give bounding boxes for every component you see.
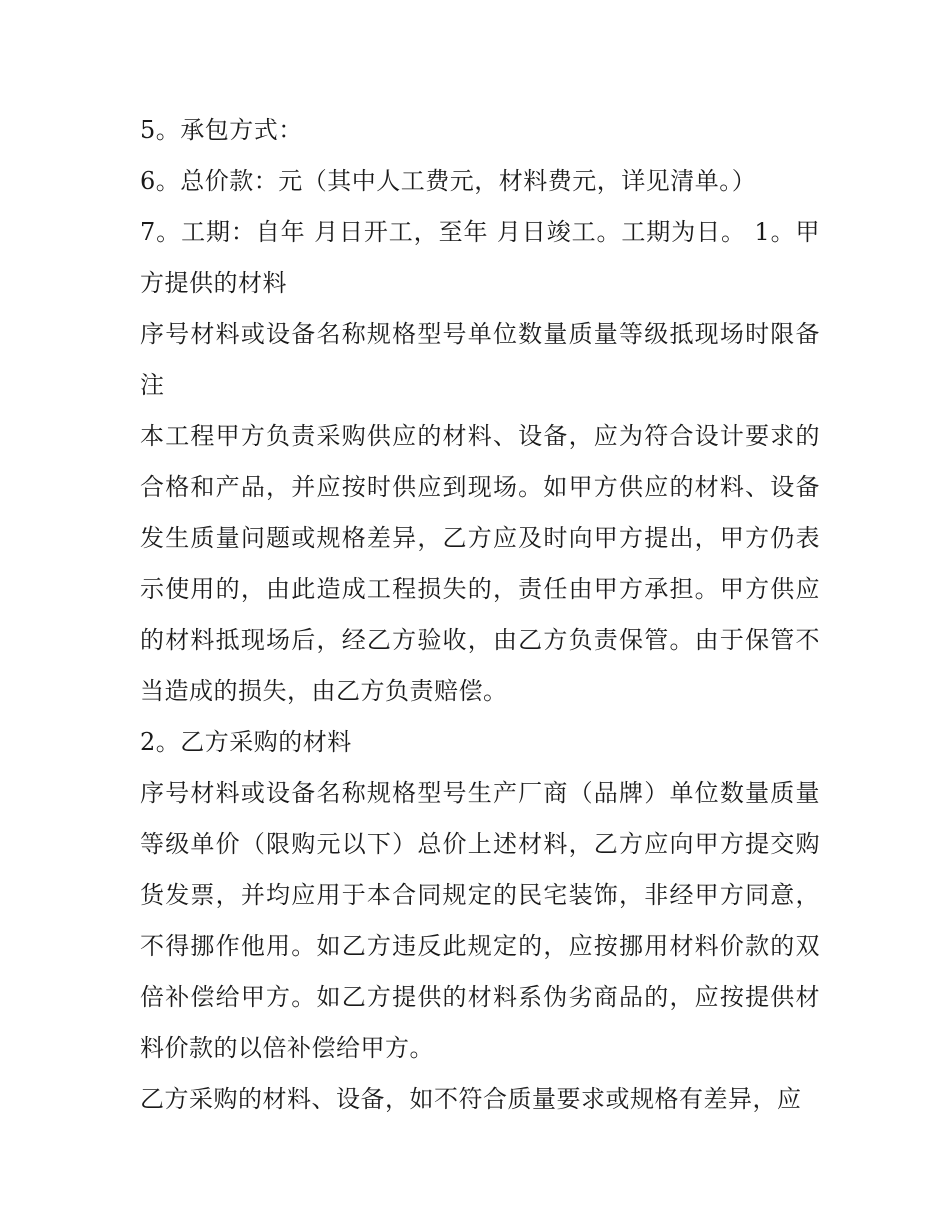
party-a-materials-terms: 本工程甲方负责采购供应的材料、设备，应为符合设计要求的合格和产品，并应按时供应到现场。如甲方供应的材料、设备发生质量问题或规格差异，乙方应及时向甲方提出，甲方仍表示使用的，由此造成工程损失的，责任由甲方承担。甲方供应的材料抵现场后，经乙方验收，由乙方负责保管。由于保管不当造成的损失，由乙方负责赔偿。 — [140, 422, 820, 705]
party-b-quality-terms: 乙方采购的材料、设备，如不符合质量要求或规格有差异，应 — [140, 1085, 802, 1113]
clause-7-construction-period: 7。工期：自年 月日开工，至年 月日竣工。工期为日。 1。甲方提供的材料 — [140, 218, 820, 297]
clause-6-total-price: 6。总价款：元（其中人工费元，材料费元，详见清单。） — [140, 167, 757, 195]
section-2-party-b-materials: 2。乙方采购的材料 — [140, 728, 352, 756]
document-body — [140, 105, 820, 1125]
party-b-materials-terms: 序号材料或设备名称规格型号生产厂商（品牌）单位数量质量等级单价（限购元以下）总价上述材料，乙方应向甲方提交购货发票，并均应用于本合同规定的民宅装饰，非经甲方同意，不得挪作他用。如乙方违反此规定的，应按挪用材料价款的双倍补偿给甲方。如乙方提供的材料系伪劣商品的，应按提供材料价款的以倍补偿给甲方。 — [140, 779, 820, 1062]
party-a-materials-table-header: 序号材料或设备名称规格型号单位数量质量等级抵现场时限备注 — [140, 320, 820, 399]
clause-5-contract-method: 5。承包方式： — [140, 116, 303, 144]
